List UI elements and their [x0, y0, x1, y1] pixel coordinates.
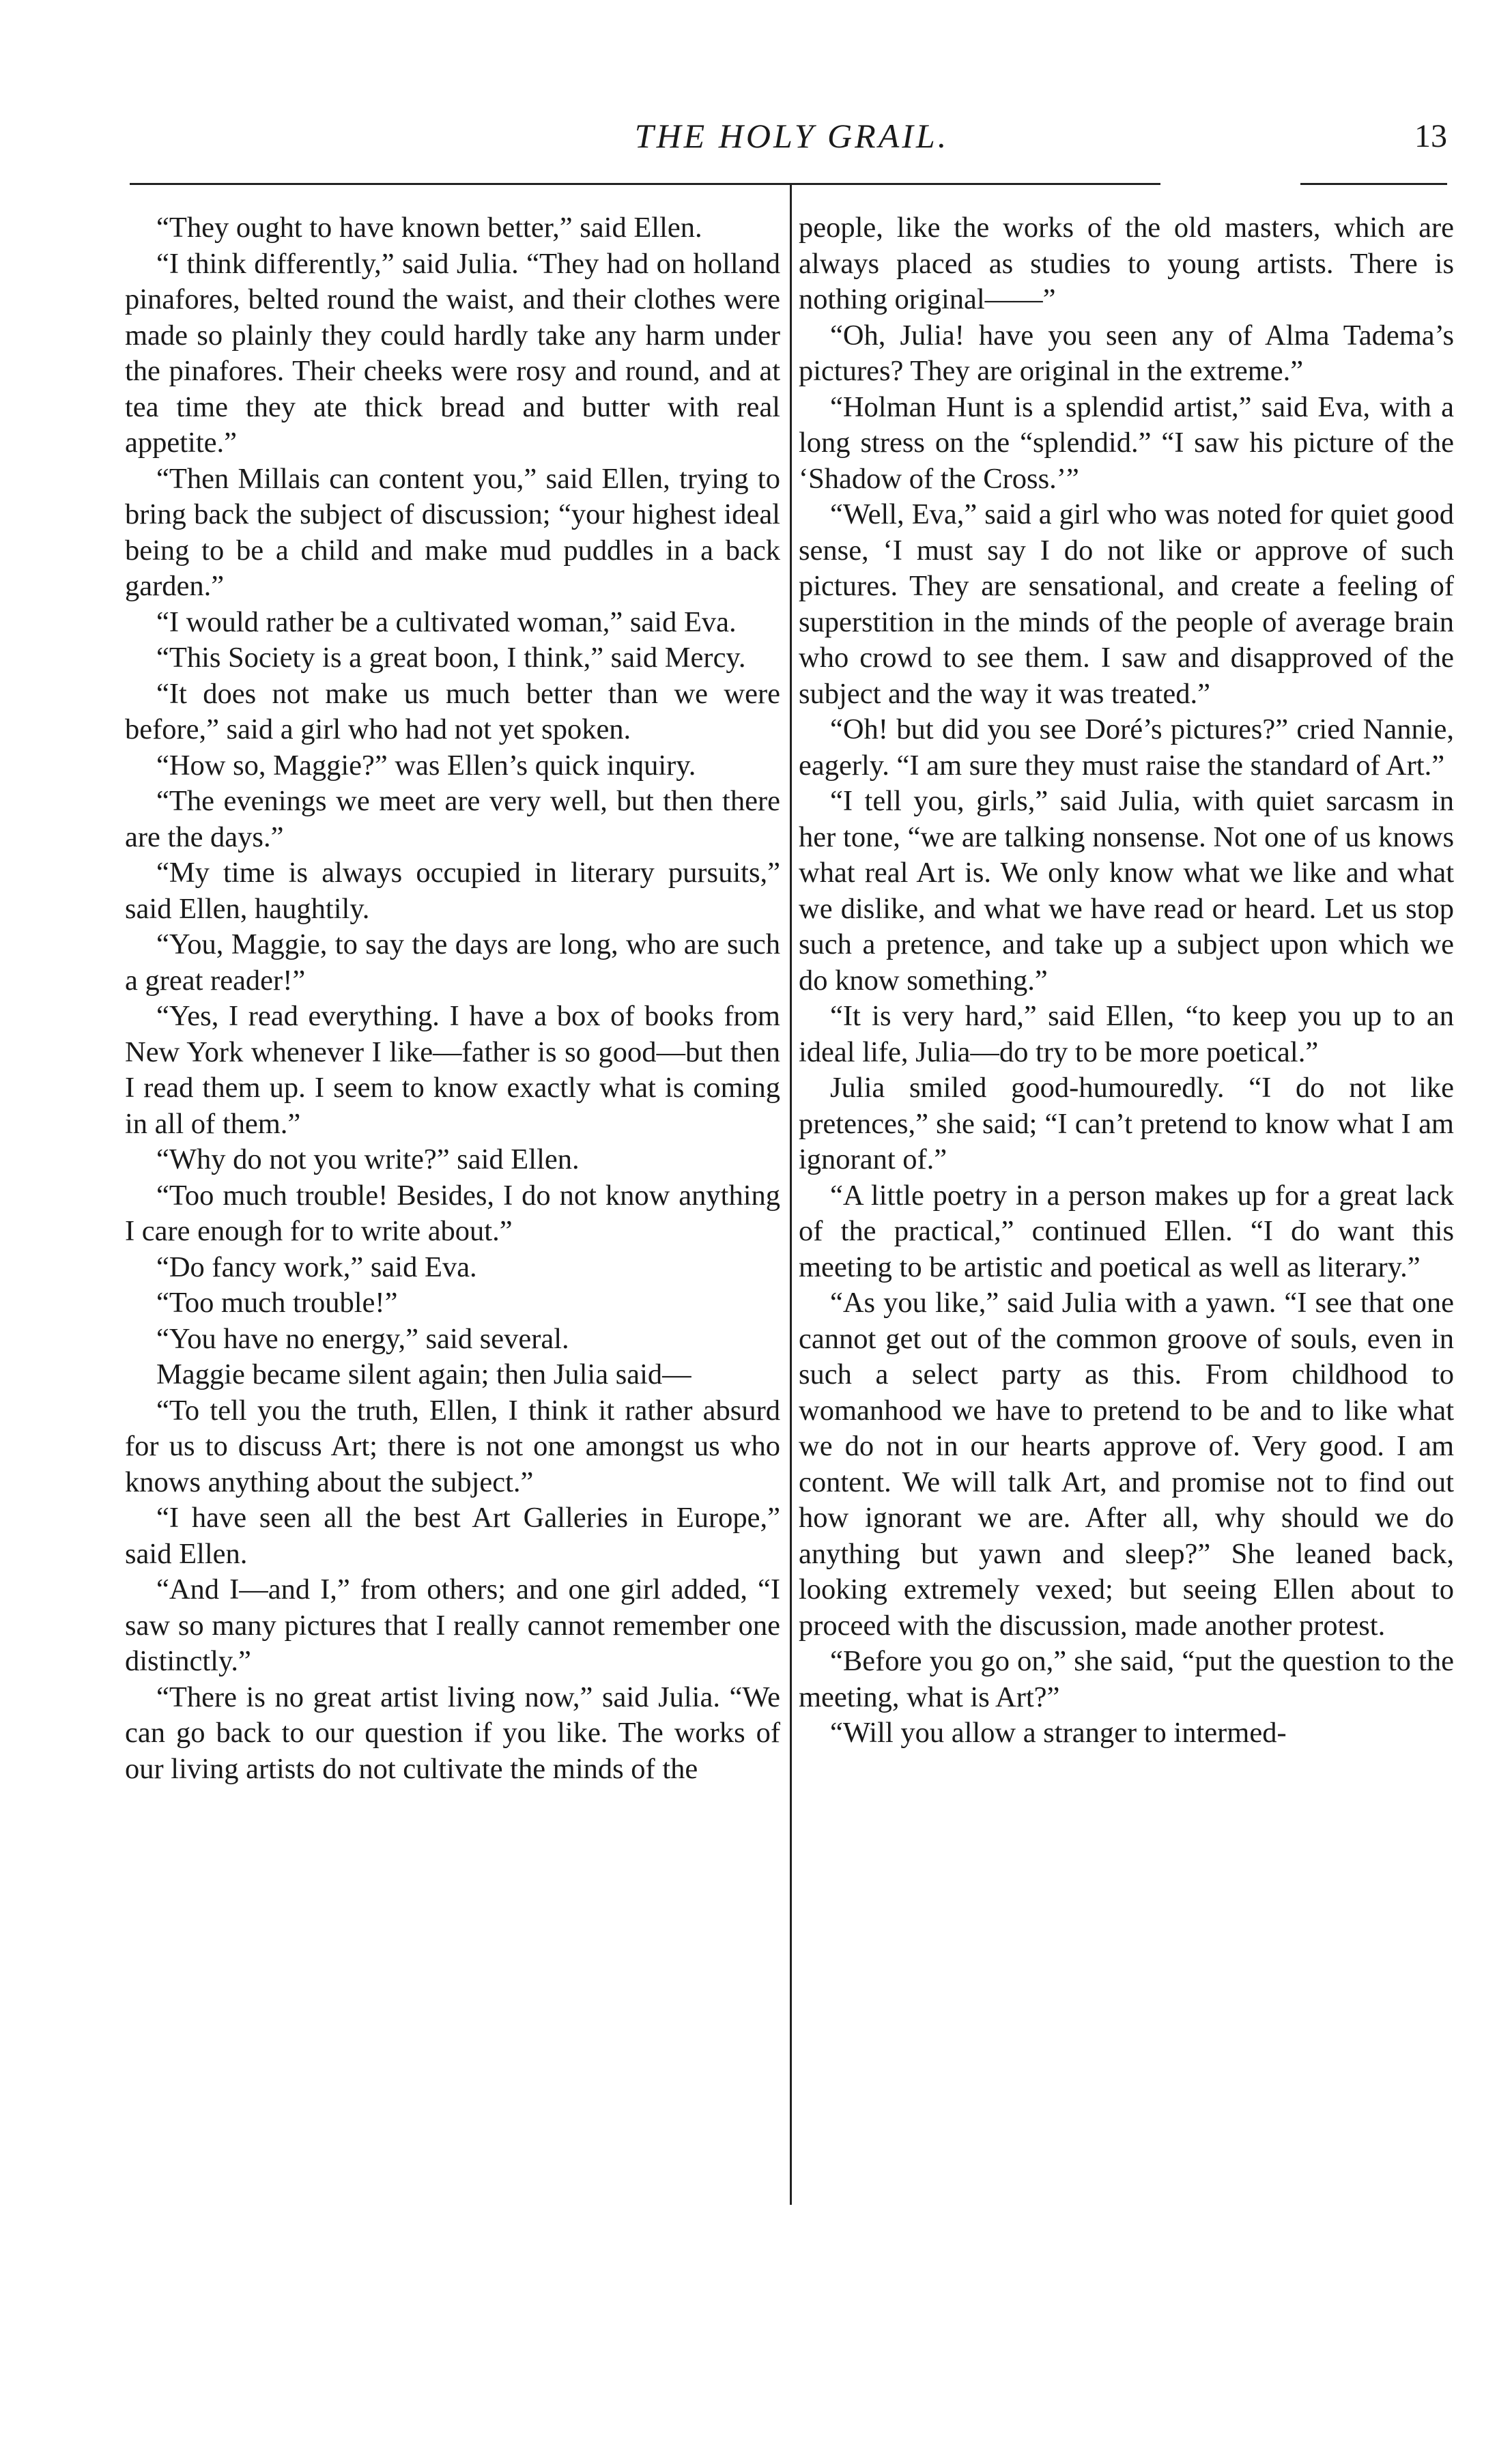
paragraph: “It does not make us much better than we were before,” said a girl who had not yet spoken.	[125, 677, 780, 745]
paragraph: “Too much trouble!”	[156, 1287, 398, 1319]
right-column	[799, 210, 1454, 1752]
paragraph: “This Society is a great boon, I think,” said Mercy.	[156, 642, 746, 674]
paragraph: “Too much trouble! Besides, I do not know anything I care enough for to write about.”	[125, 1179, 780, 1247]
paragraph: “How so, Maggie?” was Ellen’s quick inquiry.	[156, 749, 696, 782]
left-column	[125, 210, 780, 1787]
paragraph: “Oh, Julia! have you seen any of Alma Tadema’s pictures? They are original in the extreme.”	[799, 319, 1454, 387]
header-rule	[130, 183, 1160, 185]
paragraph: “Do fancy work,” said Eva.	[156, 1251, 477, 1283]
paragraph: “I tell you, girls,” said Julia, with quiet sarcasm in her tone, “we are talking nonsense. Not one of us knows what real Art is. We only know what we like and what we dislike, and what we have read or heard. Let us stop such a pretence, and take up a subject upon which we do know something.”	[799, 785, 1454, 997]
paragraph: Julia smiled good-humouredly. “I do not like pretences,” she said; “I can’t pretend to know what I am ignorant of.”	[799, 1072, 1454, 1175]
header-rule-right	[1300, 183, 1447, 185]
paragraph: “You have no energy,” said several.	[156, 1322, 569, 1355]
paragraph: “I would rather be a cultivated woman,” said Eva.	[156, 605, 737, 638]
paragraph: “Why do not you write?” said Ellen.	[156, 1143, 580, 1175]
paragraph: “My time is always occupied in literary pursuits,” said Ellen, haughtily.	[125, 857, 780, 925]
paragraph: “Yes, I read everything. I have a box of books from New York whenever I like—father is so good—but then I read them up. I seem to know exactly what is coming in all of them.”	[125, 1000, 780, 1140]
paragraph: “Will you allow a stranger to intermed-	[830, 1717, 1287, 1749]
paragraph: “It is very hard,” said Ellen, “to keep you up to an ideal life, Julia—do try to be more poetical.”	[799, 1000, 1454, 1068]
paragraph: “Well, Eva,” said a girl who was noted for quiet good sense, ‘I must say I do not like or approve of such pictures. They are sensational, and create a feeling of superstition in the minds of the people of average brain who crowd to see them. I saw and disapproved of the subject and the way it was treated.”	[799, 498, 1454, 710]
paragraph: people, like the works of the old masters, which are always placed as studies to young artists. There is nothing original——”	[799, 212, 1454, 315]
page-number: 13	[1414, 118, 1447, 154]
paragraph: “To tell you the truth, Ellen, I think it rather absurd for us to discuss Art; there is not one amongst us who knows anything about the subject.”	[125, 1394, 780, 1498]
paragraph: “They ought to have known better,” said Ellen.	[156, 212, 702, 244]
paragraph: “I think differently,” said Julia. “They had on holland pinafores, belted round the waist, and their clothes were made so plainly they could hardly take any harm under the pinafores. Their cheeks were rosy and round, and at tea time they ate thick bread and butter with real appetite.”	[125, 247, 780, 459]
running-header	[123, 116, 1461, 164]
paragraph: “And I—and I,” from others; and one girl added, “I saw so many pictures that I really cannot remember one distinctly.”	[125, 1573, 780, 1677]
paragraph: “Oh! but did you see Doré’s pictures?” cried Nannie, eagerly. “I am sure they must raise the standard of Art.”	[799, 713, 1454, 782]
paragraph: “As you like,” said Julia with a yawn. “I see that one cannot get out of the common groove of souls, even in such a select party as this. From childhood to womanhood we have to pretend to be and to like what we do not in our hearts approve of. Very good. I am content. We will talk Art, and promise not to find out how ignorant we are. After all, why should we do anything but yawn and sleep?” She leaned back, looking extremely vexed; but seeing Ellen about to proceed with the discussion, made another protest.	[799, 1287, 1454, 1642]
paragraph: “You, Maggie, to say the days are long, who are such a great reader!”	[125, 928, 780, 997]
paragraph: “A little poetry in a person makes up for a great lack of the practical,” continued Ellen. “I do want this meeting to be artistic and poetical as well as literary.”	[799, 1179, 1454, 1283]
paragraph: “Holman Hunt is a splendid artist,” said Eva, with a long stress on the “splendid.” “I saw his picture of the ‘Shadow of the Cross.’”	[799, 390, 1454, 495]
paragraph: “I have seen all the best Art Galleries in Europe,” said Ellen.	[125, 1502, 780, 1570]
running-title: THE HOLY GRAIL.	[634, 117, 950, 155]
paragraph: “Before you go on,” she said, “put the question to the meeting, what is Art?”	[799, 1645, 1454, 1713]
column-divider	[790, 184, 792, 2205]
paragraph: “The evenings we meet are very well, but then there are the days.”	[125, 785, 780, 853]
paragraph: Maggie became silent again; then Julia said—	[156, 1358, 691, 1390]
paragraph: “Then Millais can content you,” said Ellen, trying to bring back the subject of discussion; “your highest ideal being to be a child and make mud puddles in a back garden.”	[125, 462, 780, 602]
paragraph: “There is no great artist living now,” said Julia. “We can go back to our question if you like. The works of our living artists do not cultivate the minds of the	[125, 1681, 780, 1785]
